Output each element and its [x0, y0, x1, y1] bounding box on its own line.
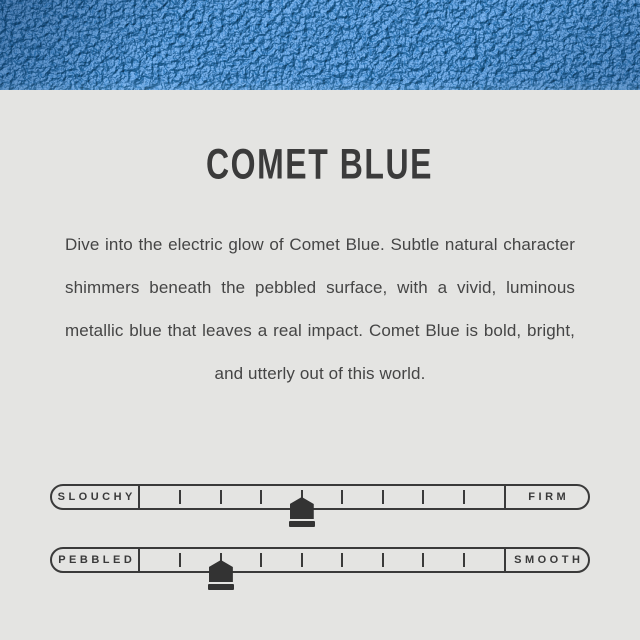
- marker-bar: [208, 584, 234, 590]
- marker-bar: [289, 521, 315, 527]
- marker-head: [209, 560, 233, 582]
- leather-texture-image: [0, 0, 640, 90]
- tick-mark: [301, 553, 303, 567]
- tick-mark: [463, 490, 465, 504]
- texture-right-label: SMOOTH: [504, 549, 588, 571]
- firmness-right-label: FIRM: [504, 486, 588, 508]
- firmness-slider-track[interactable]: [140, 486, 504, 508]
- tick-mark: [179, 553, 181, 567]
- product-description: Dive into the electric glow of Comet Blue. Subtle natural character shimmers beneath the pebbled surface, with a vivid, luminous metallic blue that leaves a real impact. Comet Blue is bold, bright, and utterly out of this world.: [65, 235, 575, 383]
- tick-mark: [463, 553, 465, 567]
- texture-left-label: PEBBLED: [52, 549, 140, 571]
- page-title: [0, 140, 640, 188]
- texture-slider-pill: [50, 547, 590, 573]
- tick-mark: [382, 490, 384, 504]
- tick-mark: [179, 490, 181, 504]
- tick-mark: [260, 553, 262, 567]
- tick-mark: [422, 553, 424, 567]
- firmness-left-label: SLOUCHY: [52, 486, 140, 508]
- slider-marker[interactable]: [208, 560, 234, 590]
- tick-mark: [382, 553, 384, 567]
- tick-mark: [422, 490, 424, 504]
- page-title-text: COMET BLUE: [206, 140, 434, 188]
- texture-slider-track[interactable]: [140, 549, 504, 571]
- leather-swatch: [0, 0, 640, 90]
- tick-mark: [341, 490, 343, 504]
- firmness-slider: [50, 484, 590, 510]
- tick-mark: [260, 490, 262, 504]
- texture-slider: [50, 547, 590, 573]
- tick-mark: [220, 490, 222, 504]
- marker-head: [290, 497, 314, 519]
- tick-mark: [341, 553, 343, 567]
- firmness-slider-pill: [50, 484, 590, 510]
- slider-marker[interactable]: [289, 497, 315, 527]
